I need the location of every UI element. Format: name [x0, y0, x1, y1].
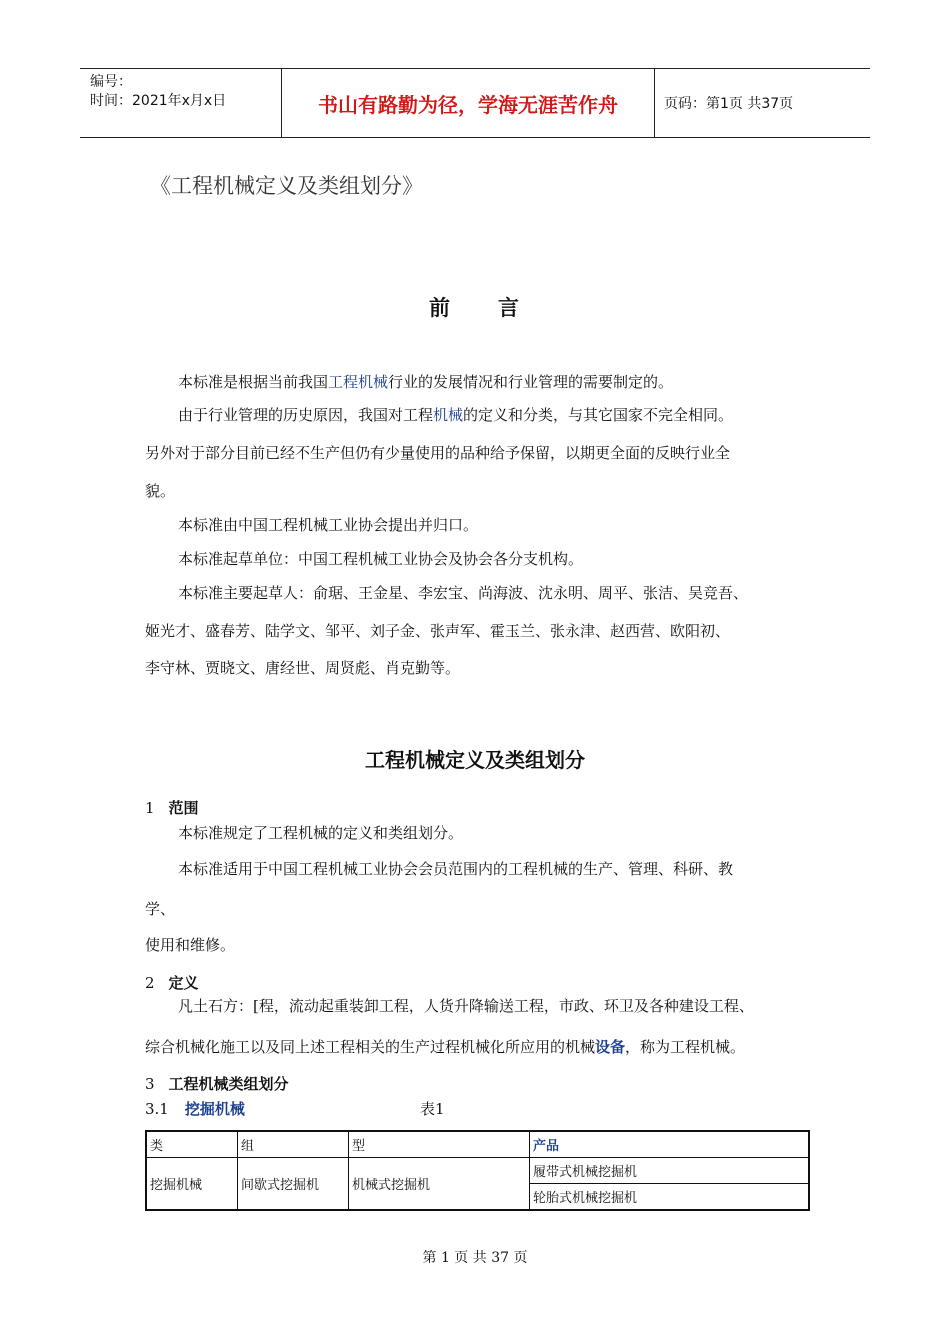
- section-title: 工程机械定义及类组划分: [365, 748, 585, 772]
- time-label: 时间：2021年x月x日: [90, 93, 227, 109]
- scope-paragraph-1: 本标准规定了工程机械的定义和类组划分。: [178, 824, 464, 842]
- heading-excavating-machinery: [145, 1098, 245, 1119]
- preface-paragraph-3: 本标准由中国工程机械工业协会提出并归口。: [178, 516, 479, 534]
- preface-paragraph-5-line-3: 李守林、贾晓文、唐经世、周贤彪、肖克勤等。: [145, 659, 461, 677]
- preface-title: [0, 292, 950, 322]
- page-footer: 第 1 页 共 37 页: [422, 1250, 528, 1266]
- header-motto: 书山有路勤为径，学海无涯苦作舟: [281, 69, 655, 137]
- class-cell: 挖掘机械: [146, 1158, 238, 1211]
- type-cell: 机械式挖掘机: [349, 1158, 530, 1211]
- text: 的定义和分类，与其它国家不完全相同。: [463, 406, 734, 424]
- number-label: 编号：: [90, 74, 132, 90]
- text: 本标准是根据当前我国: [178, 373, 329, 391]
- definition-line-2: [145, 1037, 745, 1057]
- link-engineering-machinery[interactable]: 工程机械: [328, 373, 389, 391]
- header-cell: 组: [238, 1131, 349, 1158]
- preface-paragraph-4: 本标准起草单位：中国工程机械工业协会及协会各分支机构。: [178, 550, 584, 568]
- text: 综合机械化施工以及同上述工程相关的生产过程机械化所应用的机械: [145, 1038, 596, 1056]
- product-cell: 轮胎式机械挖掘机: [530, 1184, 810, 1211]
- product-cell: 履带式机械挖掘机: [530, 1158, 810, 1184]
- heading-number: 3.1: [145, 1100, 169, 1118]
- preface-paragraph-2-line-2: 另外对于部分目前已经不生产但仍有少量使用的品种给予保留，以期更全面的反映行业全: [145, 444, 731, 462]
- page-header: [80, 68, 870, 138]
- header-meta: [90, 69, 280, 137]
- scope-paragraph-2-line-2: 学、: [145, 900, 176, 918]
- heading-scope: [145, 797, 199, 818]
- link-machinery[interactable]: 机械: [433, 406, 464, 424]
- heading-text: 定义: [168, 974, 199, 992]
- table-row: [146, 1158, 809, 1184]
- heading-definition: [145, 972, 199, 993]
- heading-number: 1: [145, 799, 155, 817]
- table-label: 表1: [420, 1100, 445, 1118]
- header-cell: 类: [146, 1131, 238, 1158]
- preface-paragraph-2-line-3: 貌。: [145, 482, 176, 500]
- scope-paragraph-2: 本标准适用于中国工程机械工业协会会员范围内的工程机械的生产、管理、科研、教: [178, 860, 734, 878]
- preface-paragraph-2: [178, 405, 733, 425]
- preface-title-char-2: 言: [498, 296, 521, 320]
- scope-paragraph-2-line-3: 使用和维修。: [145, 936, 236, 954]
- link-equipment[interactable]: 设备: [595, 1038, 626, 1056]
- heading-number: 3: [145, 1075, 155, 1093]
- preface-paragraph-1: [178, 372, 673, 392]
- heading-text: 范围: [168, 799, 199, 817]
- table-header-row: [146, 1131, 809, 1158]
- preface-paragraph-5: 本标准主要起草人：俞琚、王金星、李宏宝、尚海波、沈永明、周平、张洁、吴竞吾、: [178, 584, 749, 602]
- heading-text: 工程机械类组划分: [168, 1075, 289, 1093]
- header-page-info: 页码：第1页 共37页: [664, 96, 794, 112]
- text: 行业的发展情况和行业管理的需要制定的。: [388, 373, 674, 391]
- header-cell-product: 产品: [530, 1131, 810, 1158]
- heading-number: 2: [145, 974, 155, 992]
- classification-table: [145, 1130, 810, 1211]
- heading-classification: [145, 1073, 289, 1094]
- header-cell: 型: [349, 1131, 530, 1158]
- definition-line-1: 凡土石方：[程，流动起重装卸工程，人货升降输送工程，市政、环卫及各种建设工程、: [178, 997, 754, 1015]
- group-cell: 间歇式挖掘机: [238, 1158, 349, 1211]
- preface-title-char-1: 前: [429, 296, 452, 320]
- text: 由于行业管理的历史原因，我国对工程: [178, 406, 434, 424]
- link-excavating-machinery[interactable]: 挖掘机械: [184, 1100, 245, 1118]
- preface-paragraph-5-line-2: 姬光才、盛春芳、陆学文、邹平、刘子金、张声军、霍玉兰、张永津、赵西营、欧阳初、: [145, 622, 731, 640]
- document-title: 《工程机械定义及类组划分》: [150, 174, 423, 198]
- text: ，称为工程机械。: [625, 1038, 746, 1056]
